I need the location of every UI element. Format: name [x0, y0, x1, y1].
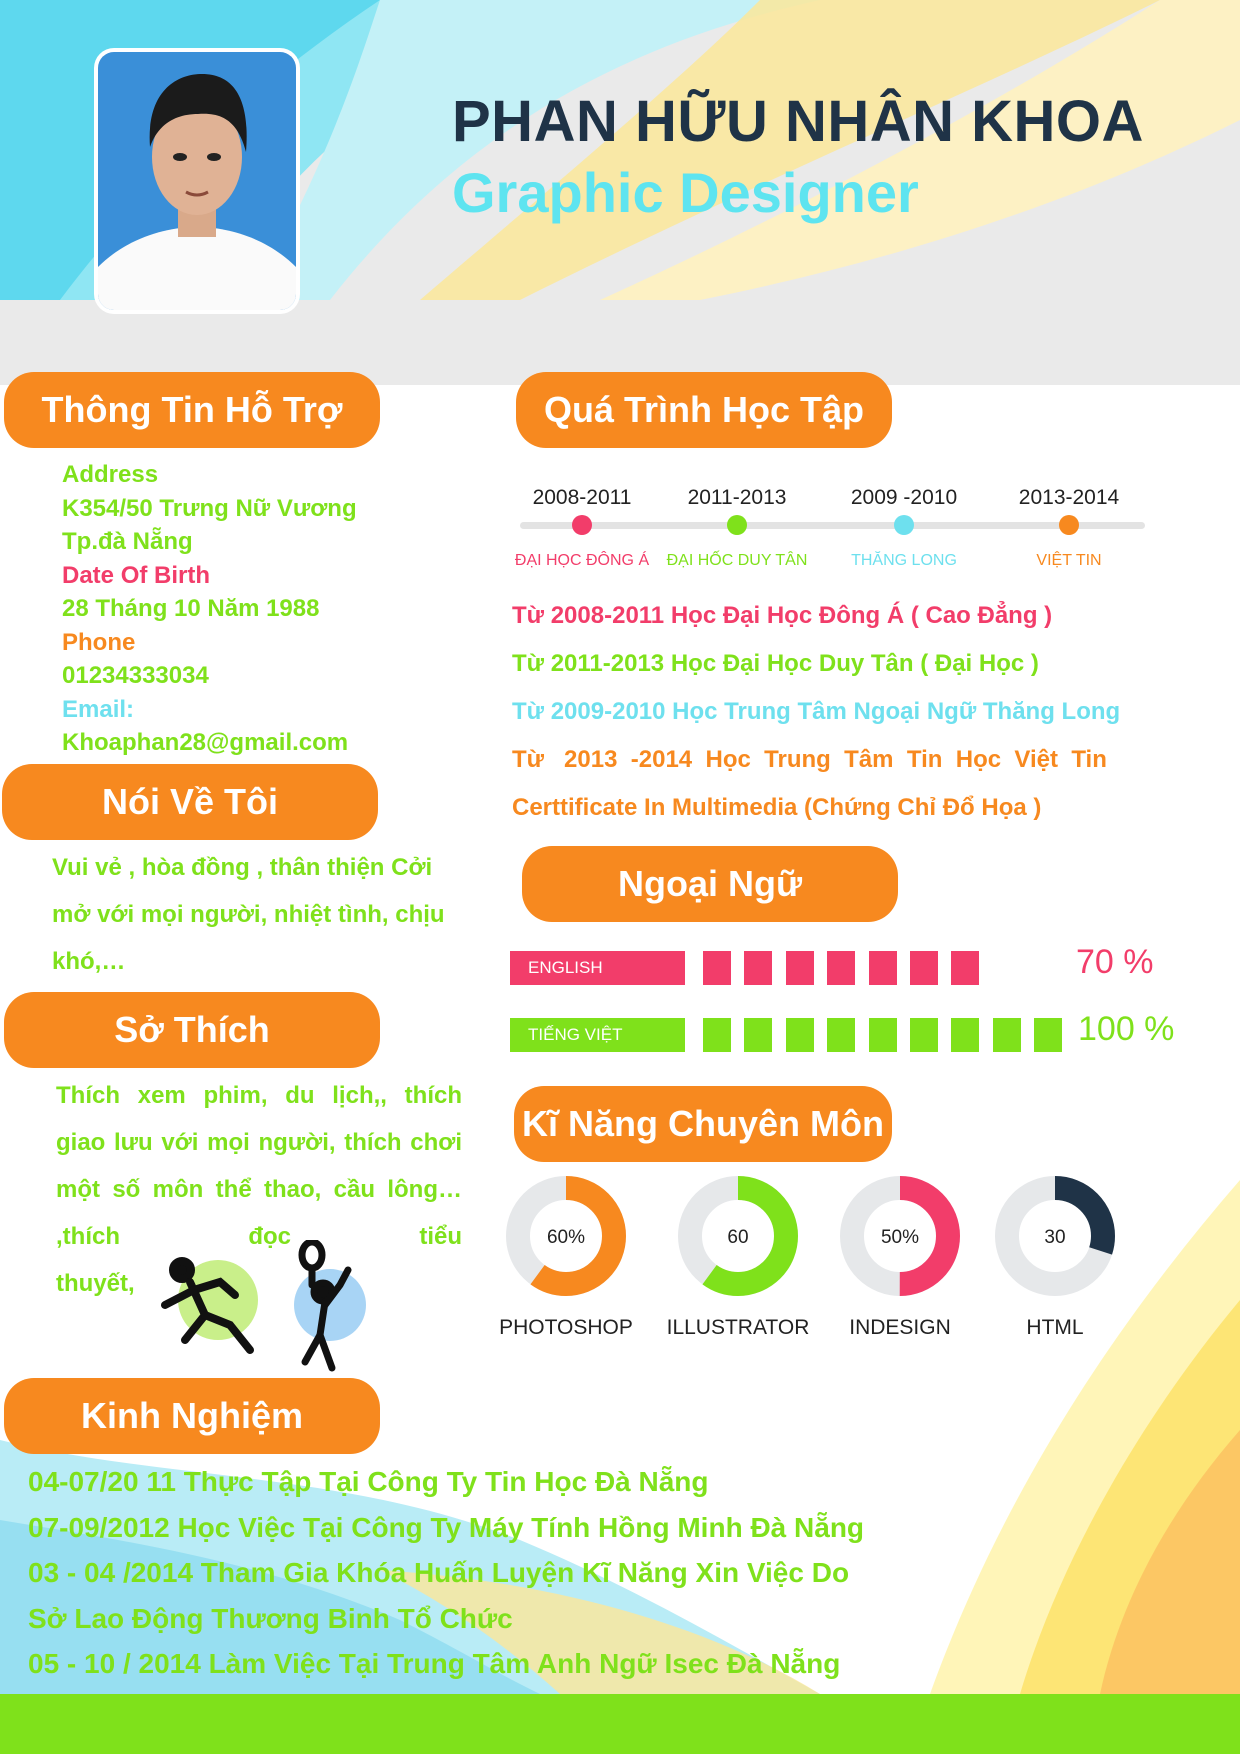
skill-donut	[835, 1171, 965, 1301]
experience-line: 05 - 10 / 2014 Làm Việc Tại Trung Tâm Anh Ngữ Isec Đà Nẵng	[28, 1648, 841, 1679]
sports-icons	[150, 1240, 380, 1375]
skill-name: HTML	[1026, 1316, 1084, 1339]
about-line: mở với mọi người, nhiệt tình, chịu	[52, 901, 445, 928]
language-level-segment	[786, 951, 814, 985]
timeline-years: 2011-2013	[687, 486, 787, 509]
education-line: Từ 2008-2011 Học Đại Học Đông Á ( Cao Đẳng )	[512, 602, 1053, 629]
language-level-segment	[951, 951, 979, 985]
contact-info	[62, 458, 357, 760]
job-title: Graphic Designer	[452, 161, 919, 224]
timeline-years: 2009 -2010	[850, 486, 958, 509]
section-skills-heading: Kĩ Năng Chuyên Môn	[514, 1086, 892, 1162]
section-education-heading: Quá Trình Học Tập	[516, 372, 892, 448]
language-level-segment	[703, 951, 731, 985]
experience-line: 03 - 04 /2014 Tham Gia Khóa Huấn Luyện Kĩ Năng Xin Việc Do	[28, 1557, 850, 1588]
language-level-segment	[786, 1018, 814, 1052]
language-level-segment	[951, 1018, 979, 1052]
timeline-dot	[894, 515, 914, 535]
language-level-segment	[703, 1018, 731, 1052]
skill-value-label: 60	[727, 1227, 749, 1248]
section-languages-heading: Ngoại Ngữ	[522, 846, 898, 922]
dob-value: 28 Tháng 10 Năm 1988	[62, 595, 320, 622]
skill-donut	[990, 1171, 1120, 1301]
language-level-segment	[910, 1018, 938, 1052]
section-about-heading: Nói Về Tôi	[2, 764, 378, 840]
language-percent: 100 %	[1078, 1010, 1175, 1048]
language-level-segment	[993, 1018, 1021, 1052]
footer-bar	[0, 1694, 1240, 1754]
timeline-years: 2013-2014	[1018, 486, 1120, 509]
language-level-segment	[744, 951, 772, 985]
education-line: Certtificate In Multimedia (Chứng Chỉ Đổ Họa )	[512, 794, 1042, 821]
skill-value-label: 50%	[880, 1227, 920, 1248]
hobbies-line: giao lưu với mọi người, thích chơi	[56, 1129, 462, 1156]
about-line: khó,…	[52, 948, 126, 975]
timeline-school: ĐẠI HỌC ĐÔNG Á	[514, 552, 650, 569]
skill-name: PHOTOSHOP	[499, 1316, 633, 1339]
skill-name: ILLUSTRATOR	[666, 1316, 810, 1339]
education-line: Từ 2011-2013 Học Đại Học Duy Tân ( Đại Học )	[512, 650, 1039, 677]
address-label: Address	[62, 461, 159, 488]
timeline-track	[520, 522, 1145, 529]
avatar-portrait	[98, 52, 296, 310]
language-level-segment	[869, 951, 897, 985]
language-level-segment	[827, 951, 855, 985]
timeline-school: VIỆT TIN	[1036, 552, 1102, 569]
language-level-segment	[910, 951, 938, 985]
experience-line: 07-09/2012 Học Việc Tại Công Ty Máy Tính Hồng Minh Đà Nẵng	[28, 1512, 865, 1543]
hobbies-line: ,thích đọc tiểu thuyết,	[56, 1223, 462, 1297]
experience-line: Sở Lao Động Thương Binh Tổ Chức	[28, 1603, 513, 1634]
hobbies-line: một số môn thể thao, cầu lông…	[56, 1176, 462, 1203]
language-level-segment	[869, 1018, 897, 1052]
address-line-1: K354/50 Trưng Nữ Vương	[62, 494, 357, 522]
education-line: Từ 2013 -2014 Học Trung Tâm Tin Học Việt Tin	[512, 746, 1107, 773]
email-label: Email:	[62, 695, 135, 723]
timeline-school: ĐẠI HỐC DUY TÂN	[666, 552, 808, 569]
timeline-dot	[727, 515, 747, 535]
experience-line: 04-07/20 11 Thực Tập Tại Công Ty Tin Học Đà Nẵng	[28, 1466, 709, 1497]
section-hobbies-heading: Sở Thích	[4, 992, 380, 1068]
hobbies-line: Thích xem phim, du lịch,, thích	[56, 1082, 462, 1109]
timeline-dot	[1059, 515, 1079, 535]
section-experience-heading: Kinh Nghiệm	[4, 1378, 380, 1454]
education-line: Từ 2009-2010 Học Trung Tâm Ngoại Ngữ Thăng Long	[512, 698, 1121, 725]
language-name: TIẾNG VIỆT	[510, 1018, 685, 1052]
skill-donut	[501, 1171, 631, 1301]
about-line: Vui vẻ , hòa đồng , thân thiện Cởi	[52, 854, 433, 881]
email-value: Khoaphan28@gmail.com	[62, 729, 349, 756]
language-level-segment	[1034, 1018, 1062, 1052]
about-text	[52, 844, 462, 985]
language-name: ENGLISH	[510, 951, 685, 985]
skill-donut	[673, 1171, 803, 1301]
full-name: PHAN HỮU NHÂN KHOA	[452, 89, 1144, 154]
skill-name: INDESIGN	[849, 1316, 951, 1339]
skill-value-label: 30	[1044, 1227, 1066, 1248]
badminton-icon-bg	[294, 1269, 366, 1341]
dob-label: Date Of Birth	[62, 561, 211, 589]
section-contact-heading: Thông Tin Hỗ Trợ	[4, 372, 380, 448]
profile-photo	[98, 52, 296, 310]
language-level-segment	[744, 1018, 772, 1052]
language-level-segment	[827, 1018, 855, 1052]
address-line-2: Tp.đà Nẵng	[62, 528, 193, 555]
timeline-dot	[572, 515, 592, 535]
timeline-years: 2008-2011	[532, 486, 632, 509]
phone-label: Phone	[62, 628, 136, 656]
phone-value: 01234333034	[62, 662, 209, 689]
skill-value-label: 60%	[546, 1227, 586, 1248]
timeline-school: THĂNG LONG	[851, 552, 957, 569]
language-percent: 70 %	[1076, 943, 1154, 981]
